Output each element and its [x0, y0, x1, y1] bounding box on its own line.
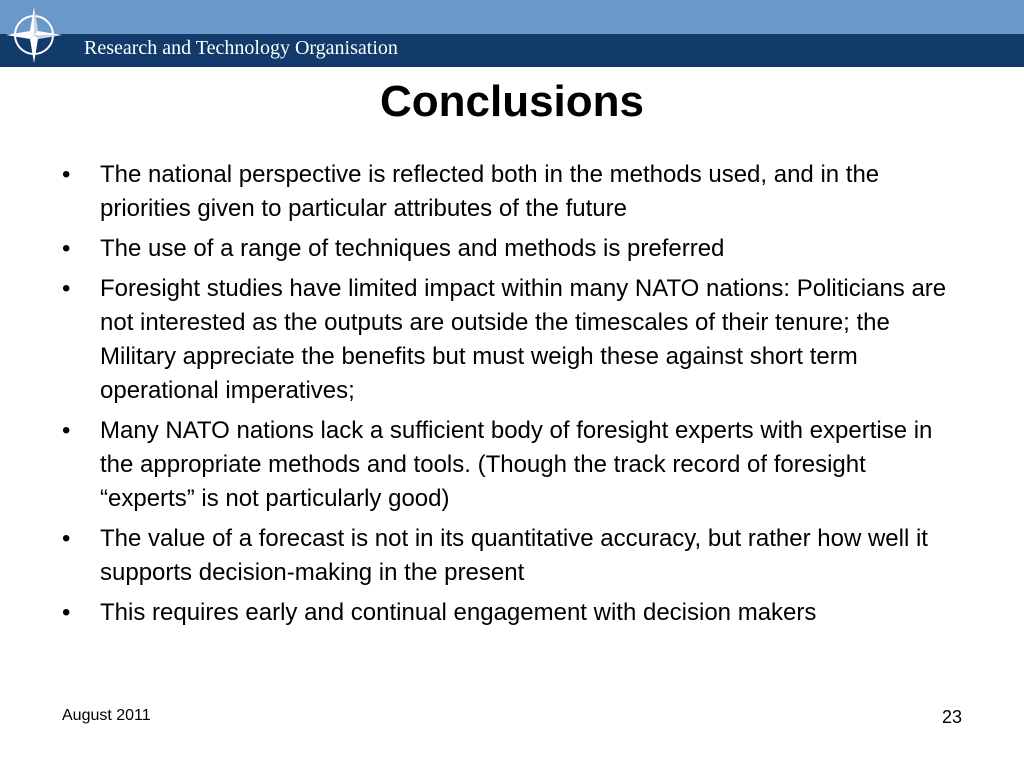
bullet-item — [62, 596, 962, 630]
bullet-text: The use of a range of techniques and methods is preferred — [100, 235, 725, 262]
bullet-text: The value of a forecast is not in its quantitative accuracy, but rather how well it supports decision-making in the present — [100, 525, 928, 586]
bullet-list — [62, 158, 962, 636]
bullet-text: The national perspective is reflected both in the methods used, and in the priorities given to particular attributes of the future — [100, 161, 880, 222]
bullet-item — [62, 158, 962, 226]
bullet-marker: • — [62, 417, 71, 444]
nato-compass-star-icon — [2, 5, 66, 65]
bullet-marker: • — [62, 275, 71, 302]
page-number: 23 — [941, 707, 962, 727]
bullet-marker: • — [62, 161, 71, 188]
bullet-item — [62, 414, 962, 516]
bullet-text: Foresight studies have limited impact within many NATO nations: Politicians are not interested as the outputs are outside the timescales of their tenure; the Military appreciate the benefits but must weigh these against short term operational imperatives; — [100, 275, 947, 404]
slide-header — [0, 0, 1024, 67]
header-band-top — [0, 0, 1024, 34]
bullet-item — [62, 522, 962, 590]
bullet-item — [62, 232, 962, 266]
bullet-marker: • — [62, 235, 71, 262]
bullet-text: Many NATO nations lack a sufficient body of foresight experts with expertise in the appropriate methods and tools. (Though the track record of foresight “experts” is not particularly good) — [100, 417, 933, 512]
bullet-marker: • — [62, 599, 71, 626]
bullet-marker: • — [62, 525, 71, 552]
slide-title: Conclusions — [379, 77, 645, 126]
bullet-text: This requires early and continual engagement with decision makers — [100, 599, 817, 626]
footer-date: August 2011 — [62, 707, 151, 724]
bullet-item — [62, 272, 962, 408]
organisation-name: Research and Technology Organisation — [84, 37, 398, 59]
